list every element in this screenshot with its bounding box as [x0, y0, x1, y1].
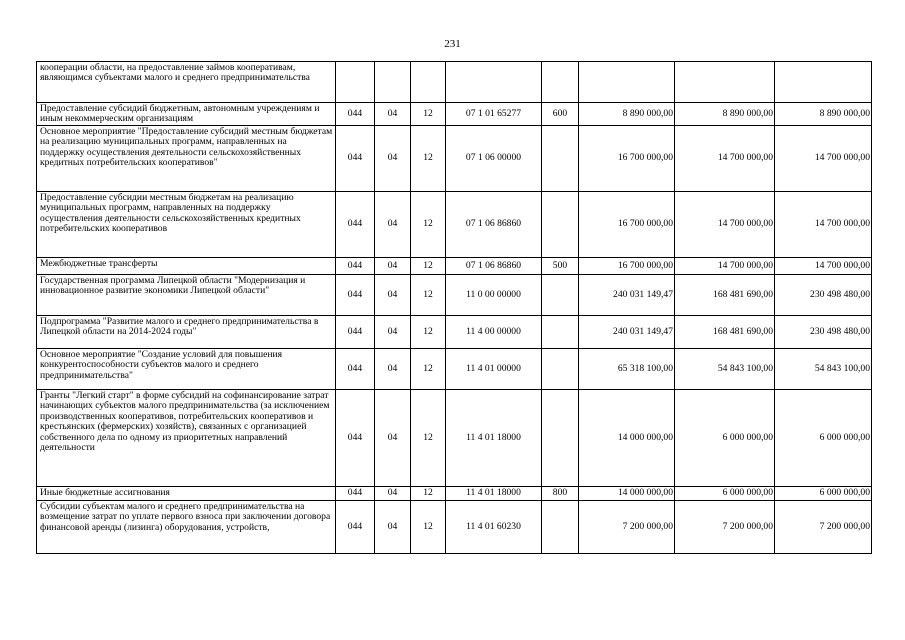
table-row	[37, 103, 872, 126]
target-article-cell: 11 4 01 18000	[446, 487, 542, 501]
ministry-code-cell: 044	[336, 390, 375, 487]
row-name-cell: Подпрограмма "Развитие малого и среднего предпринимательства в Липецкой области на 2014-2024 годы"	[37, 316, 336, 349]
table-row	[37, 487, 872, 501]
amount-year3-cell: 14 700 000,00	[775, 126, 872, 192]
amount-year1-cell: 7 200 000,00	[579, 501, 675, 554]
amount-year2-cell: 14 700 000,00	[675, 126, 775, 192]
subsection-code-cell	[411, 62, 446, 103]
section-code-cell: 04	[375, 316, 411, 349]
subsection-code-cell: 12	[411, 192, 446, 258]
section-code-cell: 04	[375, 487, 411, 501]
table-row	[37, 258, 872, 275]
target-article-cell: 11 4 01 18000	[446, 390, 542, 487]
expense-type-cell	[542, 390, 579, 487]
section-code-cell: 04	[375, 501, 411, 554]
target-article-cell: 07 1 06 86860	[446, 258, 542, 275]
amount-year1-cell: 65 318 100,00	[579, 349, 675, 390]
amount-year2-cell: 168 481 690,00	[675, 275, 775, 316]
target-article-cell: 07 1 06 86860	[446, 192, 542, 258]
amount-year2-cell: 54 843 100,00	[675, 349, 775, 390]
table-body	[37, 62, 872, 554]
expense-type-cell	[542, 62, 579, 103]
section-code-cell: 04	[375, 192, 411, 258]
target-article-cell: 11 0 00 00000	[446, 275, 542, 316]
expense-type-cell: 600	[542, 103, 579, 126]
subsection-code-cell: 12	[411, 390, 446, 487]
expense-type-cell	[542, 126, 579, 192]
amount-year3-cell: 6 000 000,00	[775, 390, 872, 487]
amount-year2-cell: 14 700 000,00	[675, 258, 775, 275]
row-name-cell: Основное мероприятие "Создание условий для повышения конкурентоспособности субъектов малого и среднего предпринимательства"	[37, 349, 336, 390]
ministry-code-cell: 044	[336, 275, 375, 316]
amount-year1-cell	[579, 62, 675, 103]
subsection-code-cell: 12	[411, 275, 446, 316]
amount-year2-cell	[675, 62, 775, 103]
ministry-code-cell: 044	[336, 501, 375, 554]
amount-year3-cell: 7 200 000,00	[775, 501, 872, 554]
amount-year2-cell: 8 890 000,00	[675, 103, 775, 126]
section-code-cell: 04	[375, 126, 411, 192]
amount-year3-cell: 54 843 100,00	[775, 349, 872, 390]
expense-type-cell	[542, 192, 579, 258]
table-row	[37, 390, 872, 487]
subsection-code-cell: 12	[411, 258, 446, 275]
amount-year3-cell: 14 700 000,00	[775, 258, 872, 275]
table-row	[37, 192, 872, 258]
table-row	[37, 275, 872, 316]
ministry-code-cell: 044	[336, 349, 375, 390]
ministry-code-cell: 044	[336, 487, 375, 501]
amount-year3-cell	[775, 62, 872, 103]
table-row	[37, 501, 872, 554]
amount-year1-cell: 16 700 000,00	[579, 258, 675, 275]
table-row	[37, 126, 872, 192]
amount-year2-cell: 6 000 000,00	[675, 487, 775, 501]
amount-year2-cell: 14 700 000,00	[675, 192, 775, 258]
ministry-code-cell: 044	[336, 316, 375, 349]
target-article-cell: 07 1 06 00000	[446, 126, 542, 192]
target-article-cell	[446, 62, 542, 103]
amount-year3-cell: 6 000 000,00	[775, 487, 872, 501]
ministry-code-cell: 044	[336, 103, 375, 126]
row-name-cell: Межбюджетные трансферты	[37, 258, 336, 275]
subsection-code-cell: 12	[411, 103, 446, 126]
expense-type-cell	[542, 316, 579, 349]
expense-type-cell: 500	[542, 258, 579, 275]
amount-year1-cell: 14 000 000,00	[579, 487, 675, 501]
table-row	[37, 62, 872, 103]
target-article-cell: 11 4 01 00000	[446, 349, 542, 390]
expense-type-cell: 800	[542, 487, 579, 501]
section-code-cell: 04	[375, 258, 411, 275]
row-name-cell: Субсидии субъектам малого и среднего предпринимательства на возмещение затрат по уплате первого взноса при заключении договора финансовой аренды (лизинга) оборудования, устройств,	[37, 501, 336, 554]
target-article-cell: 11 4 00 00000	[446, 316, 542, 349]
amount-year2-cell: 168 481 690,00	[675, 316, 775, 349]
amount-year1-cell: 240 031 149,47	[579, 275, 675, 316]
table-row	[37, 316, 872, 349]
ministry-code-cell: 044	[336, 192, 375, 258]
expense-type-cell	[542, 349, 579, 390]
page-number: 231	[444, 38, 461, 50]
subsection-code-cell: 12	[411, 487, 446, 501]
target-article-cell: 07 1 01 65277	[446, 103, 542, 126]
ministry-code-cell	[336, 62, 375, 103]
amount-year3-cell: 230 498 480,00	[775, 275, 872, 316]
row-name-cell: Предоставление субсидий бюджетным, автономным учреждениям и иным некоммерческим организациям	[37, 103, 336, 126]
amount-year2-cell: 6 000 000,00	[675, 390, 775, 487]
expense-type-cell	[542, 275, 579, 316]
amount-year1-cell: 8 890 000,00	[579, 103, 675, 126]
expense-type-cell	[542, 501, 579, 554]
subsection-code-cell: 12	[411, 126, 446, 192]
subsection-code-cell: 12	[411, 316, 446, 349]
row-name-cell: кооперации области, на предоставление займов кооперативам, являющимся субъектами малого и среднего предпринимательства	[37, 62, 336, 103]
row-name-cell: Гранты "Легкий старт" в форме субсидий на софинансирование затрат начинающих субъектов малого предпринимательства (за исключением производственных кооперативов, потребительских кооперативов и крестьянских (фермерских) хозяйств), связанных с организацией собственного дела по одному из приоритетных направлений деятельности	[37, 390, 336, 487]
row-name-cell: Основное мероприятие "Предоставление субсидий местным бюджетам на реализацию муниципальных программ, направленных на поддержку осуществления деятельности сельскохозяйственных кредитных потребительских кооперативов"	[37, 126, 336, 192]
section-code-cell: 04	[375, 103, 411, 126]
table-row	[37, 349, 872, 390]
section-code-cell: 04	[375, 349, 411, 390]
amount-year3-cell: 14 700 000,00	[775, 192, 872, 258]
row-name-cell: Государственная программа Липецкой области "Модернизация и инновационное развитие экономики Липецкой области"	[37, 275, 336, 316]
ministry-code-cell: 044	[336, 126, 375, 192]
row-name-cell: Иные бюджетные ассигнования	[37, 487, 336, 501]
section-code-cell: 04	[375, 390, 411, 487]
subsection-code-cell: 12	[411, 501, 446, 554]
subsection-code-cell: 12	[411, 349, 446, 390]
amount-year1-cell: 240 031 149,47	[579, 316, 675, 349]
amount-year1-cell: 16 700 000,00	[579, 192, 675, 258]
ministry-code-cell: 044	[336, 258, 375, 275]
amount-year3-cell: 230 498 480,00	[775, 316, 872, 349]
amount-year2-cell: 7 200 000,00	[675, 501, 775, 554]
amount-year1-cell: 14 000 000,00	[579, 390, 675, 487]
amount-year3-cell: 8 890 000,00	[775, 103, 872, 126]
row-name-cell: Предоставление субсидии местным бюджетам на реализацию муниципальных программ, направленных на поддержку осуществления деятельности сельскохозяйственных кредитных потребительских кооперативов	[37, 192, 336, 258]
section-code-cell	[375, 62, 411, 103]
amount-year1-cell: 16 700 000,00	[579, 126, 675, 192]
budget-table	[36, 61, 872, 554]
section-code-cell: 04	[375, 275, 411, 316]
target-article-cell: 11 4 01 60230	[446, 501, 542, 554]
